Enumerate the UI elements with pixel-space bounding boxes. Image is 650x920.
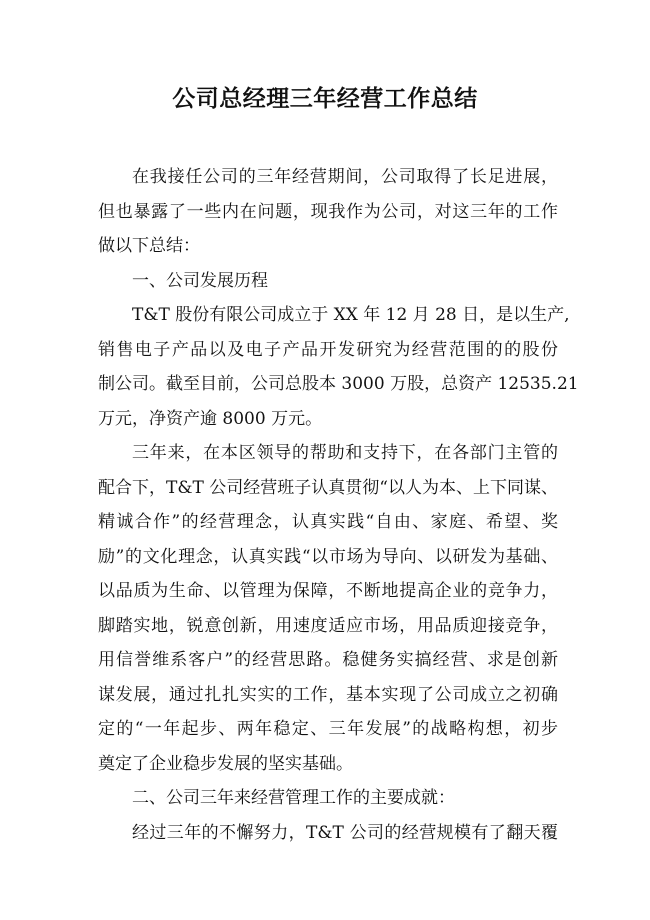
paragraph-line: 配合下，T&T 公司经营班子认真贯彻“以人为本、上下同谋、: [98, 477, 558, 498]
document-title: 公司总经理三年经营工作总结: [172, 86, 478, 112]
paragraph-line: 销售电子产品以及电子产品开发研究为经营范围的的股份: [98, 339, 558, 360]
paragraph-line: 做以下总结：: [98, 236, 200, 256]
paragraph-line: 在我接任公司的三年经营期间，公司取得了长足进展，: [132, 167, 558, 187]
paragraph-line: 经过三年的不懈努力，T&T 公司的经营规模有了翻天覆: [132, 822, 558, 843]
paragraph-line: 万元，净资产逾 8000 万元。: [98, 408, 323, 429]
paragraph-line: 制公司。截至目前，公司总股本 3000 万股，总资产 12535.21: [98, 374, 579, 394]
section-heading: 一、公司发展历程: [132, 270, 268, 291]
paragraph-line: 励”的文化理念，认真实践“以市场为导向、以研发为基础、: [98, 546, 558, 567]
paragraph-line: 脚踏实地，锐意创新，用速度适应市场，用品质迎接竞争，: [98, 615, 558, 636]
paragraph-line: T&T 股份有限公司成立于 XX 年 12 月 28 日，是以生产,: [132, 305, 570, 325]
paragraph-line: 以品质为生命、以管理为保障，不断地提高企业的竞争力，: [98, 581, 558, 601]
paragraph-line: 但也暴露了一些内在问题，现我作为公司，对这三年的工作: [98, 201, 558, 222]
paragraph-line: 奠定了企业稳步发展的坚实基础。: [98, 753, 353, 774]
paragraph-line: 用信誉维系客户”的经营思路。稳健务实搞经营、求是创新: [98, 650, 558, 670]
paragraph-line: 精诚合作”的经营理念，认真实践“自由、家庭、希望、奖: [98, 512, 558, 532]
paragraph-line: 三年来，在本区领导的帮助和支持下，在各部门主管的: [132, 443, 558, 463]
paragraph-line: 谋发展，通过扎扎实实的工作，基本实现了公司成立之初确: [98, 684, 558, 705]
document-body: [98, 163, 579, 853]
paragraph-line: 定的“一年起步、两年稳定、三年发展”的战略构想，初步: [98, 719, 558, 739]
section-heading: 二、公司三年来经营管理工作的主要成就：: [132, 788, 455, 808]
